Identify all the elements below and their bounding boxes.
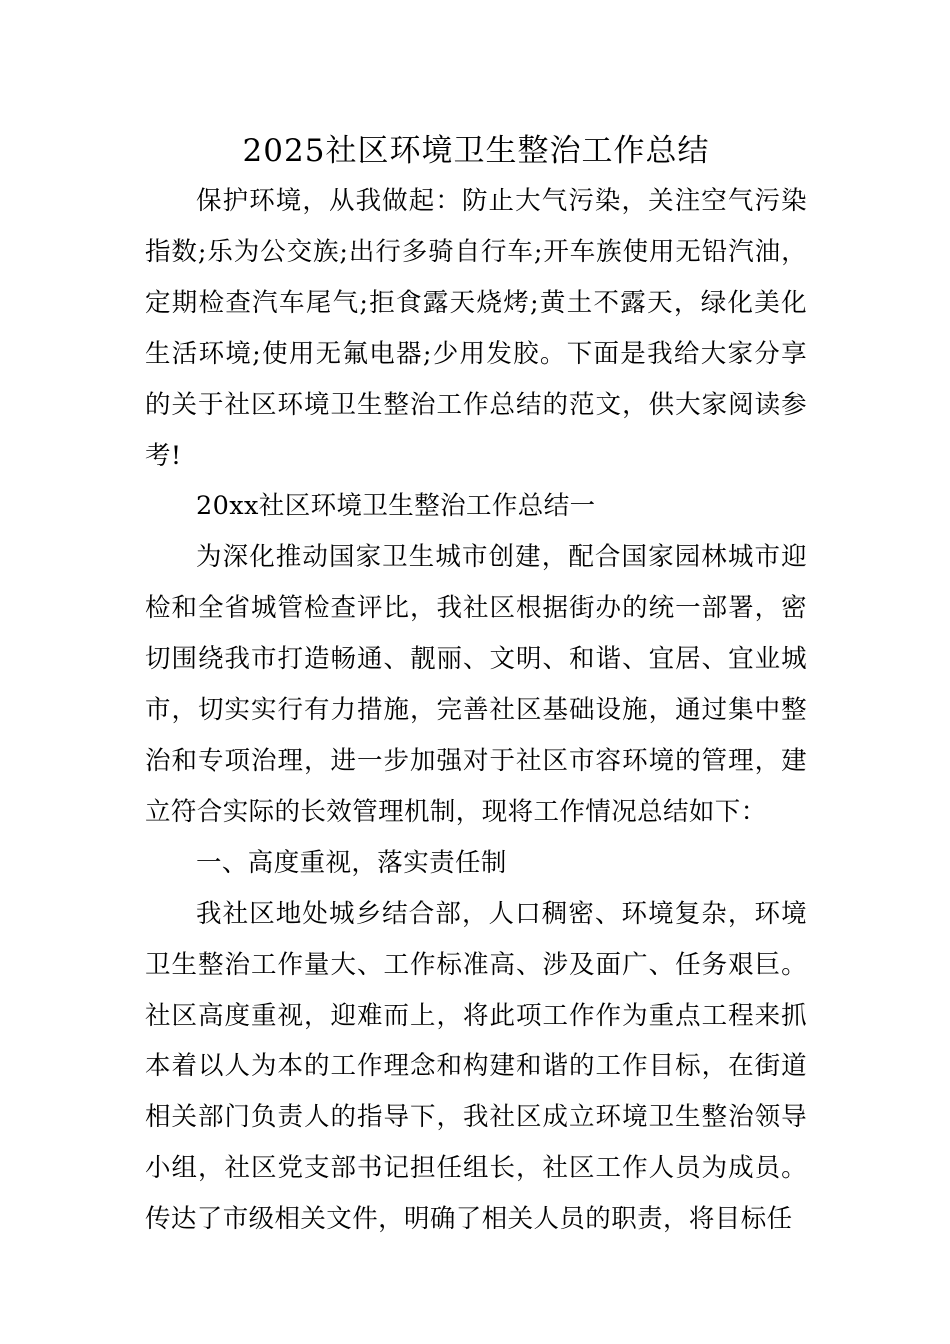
paragraph-intro: 保护环境，从我做起：防止大气污染，关注空气污染指数;乐为公交族;出行多骑自行车;开车族使用无铅汽油，定期检查汽车尾气;拒食露天烧烤;黄土不露天，绿化美化生活环境;使用无氟电器;少用发胶。下面是我给大家分享的关于社区环境卫生整治工作总结的范文，供大家阅读参考! — [145, 186, 807, 471]
paragraph-details: 我社区地处城乡结合部，人口稠密、环境复杂，环境卫生整治工作量大、工作标准高、涉及面广、任务艰巨。社区高度重视，迎难而上，将此项工作作为重点工程来抓本着以人为本的工作理念和构建和谐的工作目标，在街道相关部门负责人的指导下，我社区成立环境卫生整治领导小组，社区党支部书记担任组长，社区工作人员为成员。传达了市级相关文件，明确了相关人员的职责，将目标任 — [145, 898, 807, 1235]
document-body — [145, 176, 807, 1245]
subsection-heading: 一、高度重视，落实责任制 — [196, 847, 507, 878]
section-heading: 20xx社区环境卫生整治工作总结一 — [196, 491, 596, 522]
document-title: 2025社区环境卫生整治工作总结 — [242, 133, 710, 169]
paragraph-overview: 为深化推动国家卫生城市创建，配合国家园林城市迎检和全省城管检查评比，我社区根据街办的统一部署，密切围绕我市打造畅通、靓丽、文明、和谐、宜居、宜业城市，切实实行有力措施，完善社区基础设施，通过集中整治和专项治理，进一步加强对于社区市容环境的管理，建立符合实际的长效管理机制，现将工作情况总结如下： — [145, 542, 807, 827]
